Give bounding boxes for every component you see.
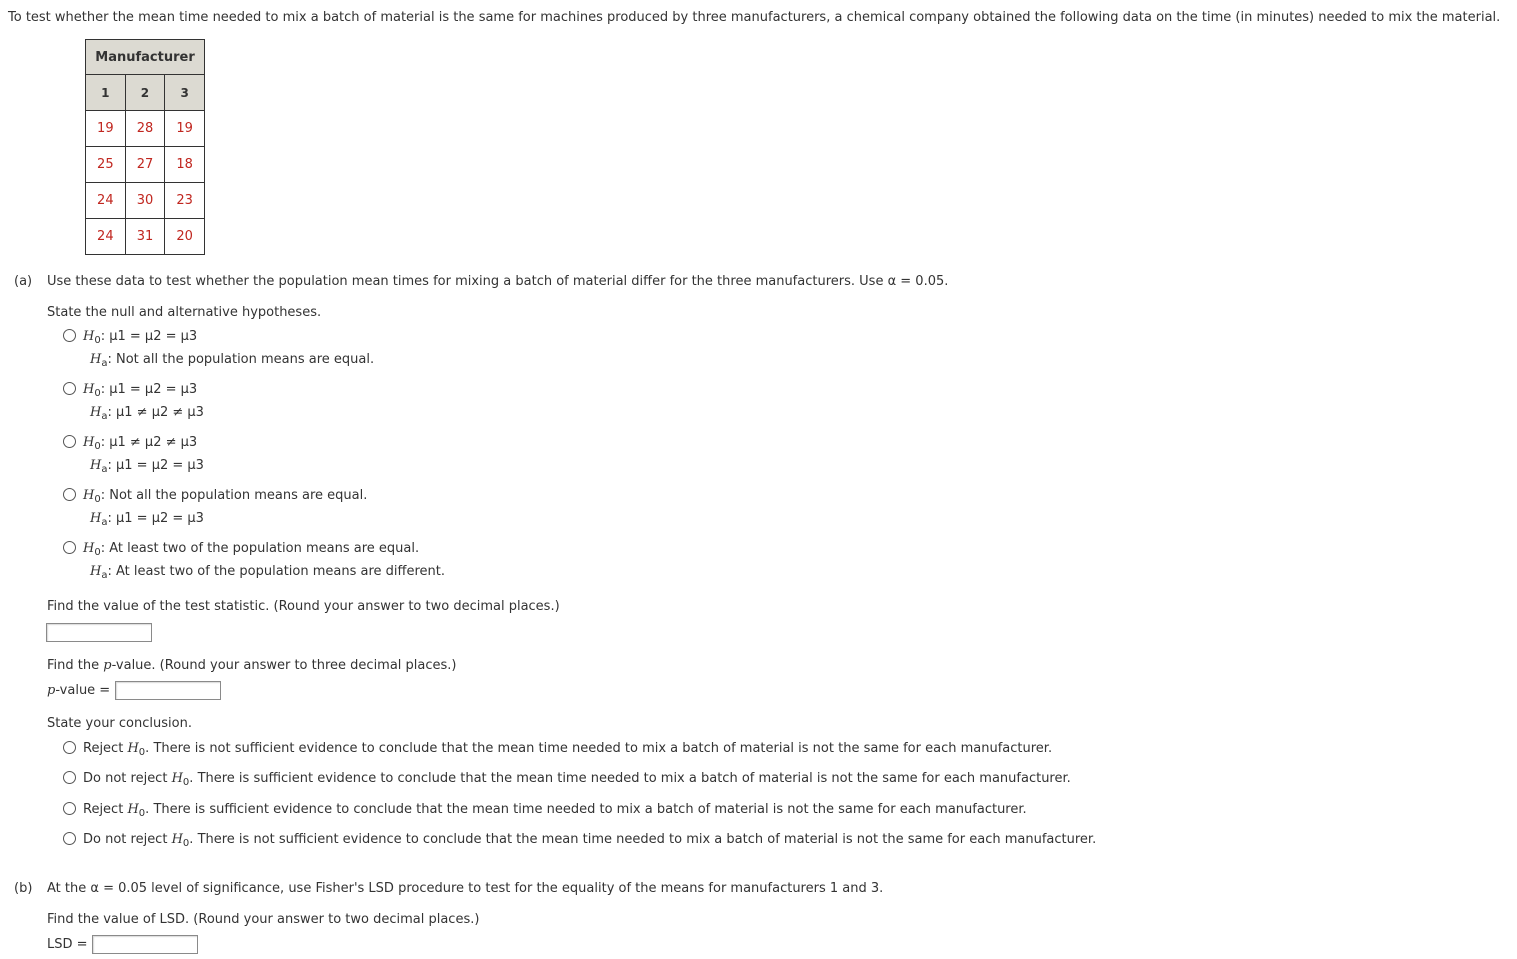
lsd-input[interactable] — [92, 935, 198, 954]
conclusion-option-1[interactable]: Reject $H_0$. There is not sufficient evidence to conclude that the mean time needed to mix a batch of material is not the same for each manufacturer. — [63, 741, 1052, 756]
h0-text: At least two of the population means are equal. — [109, 541, 420, 556]
radio-button[interactable] — [63, 741, 76, 754]
ha-text: μ1 = μ2 = μ3 — [116, 511, 204, 526]
pvalue-input[interactable] — [115, 681, 221, 700]
hypothesis-option-4[interactable]: $H_0$: Not all the population means are equal. — [63, 488, 367, 503]
hypothesis-option-2[interactable]: $H_0$: μ1 = μ2 = μ3 — [63, 382, 197, 397]
column-header: 1 — [86, 75, 126, 111]
conclusion-option-4[interactable]: Do not reject $H_0$. There is not sufficient evidence to conclude that the mean time needed to mix a batch of material is not the same for each manufacturer. — [63, 832, 1096, 847]
data-table — [85, 39, 205, 255]
hypothesis-option-1-ha: $H_a$: Not all the population means are equal. — [90, 352, 375, 369]
table-cell: 23 — [165, 183, 205, 219]
part-b-prompt: At the α = 0.05 level of significance, use Fisher's LSD procedure to test for the equality of the means for manufacturers 1 and 3. — [47, 881, 884, 896]
column-header: 2 — [125, 75, 165, 111]
table-cell: 28 — [125, 111, 165, 147]
hypothesis-option-5-ha: $H_a$: At least two of the population means are different. — [90, 564, 445, 581]
pvalue-prompt: Find the p-value. (Round your answer to three decimal places.) — [47, 658, 457, 673]
table-cell: 20 — [165, 219, 205, 255]
hypotheses-prompt: State the null and alternative hypotheses. — [47, 305, 322, 320]
table-cell: 18 — [165, 147, 205, 183]
radio-button[interactable] — [63, 541, 76, 554]
table-cell: 25 — [86, 147, 126, 183]
pvalue-label: p-value = — [47, 683, 111, 698]
radio-button[interactable] — [63, 435, 76, 448]
table-cell: 31 — [125, 219, 165, 255]
ha-text: μ1 = μ2 = μ3 — [116, 458, 204, 473]
radio-button[interactable] — [63, 329, 76, 342]
hypothesis-option-3[interactable]: $H_0$: μ1 ≠ μ2 ≠ μ3 — [63, 435, 197, 450]
table-cell: 27 — [125, 147, 165, 183]
table-cell: 24 — [86, 219, 126, 255]
problem-intro: To test whether the mean time needed to mix a batch of material is the same for machines produced by three manufacturers, a chemical company obtained the following data on the time (in minutes) needed to mix the material. — [8, 10, 1501, 25]
table-header: Manufacturer — [86, 40, 205, 75]
table-cell: 30 — [125, 183, 165, 219]
column-header: 3 — [165, 75, 205, 111]
radio-button[interactable] — [63, 832, 76, 845]
radio-button[interactable] — [63, 771, 76, 784]
table-cell: 19 — [165, 111, 205, 147]
table-cell: 19 — [86, 111, 126, 147]
test-stat-prompt: Find the value of the test statistic. (Round your answer to two decimal places.) — [47, 599, 560, 614]
h0-text: Not all the population means are equal. — [109, 488, 368, 503]
hypothesis-option-5[interactable]: $H_0$: At least two of the population means are equal. — [63, 541, 419, 556]
lsd-label: LSD = — [47, 937, 88, 952]
lsd-prompt: Find the value of LSD. (Round your answer to two decimal places.) — [47, 912, 480, 927]
radio-button[interactable] — [63, 488, 76, 501]
h0-text: μ1 = μ2 = μ3 — [109, 329, 198, 344]
ha-text: μ1 ≠ μ2 ≠ μ3 — [116, 405, 204, 420]
part-a-label: (a) — [14, 274, 33, 289]
h0-text: μ1 = μ2 = μ3 — [109, 382, 198, 397]
h0-text: μ1 ≠ μ2 ≠ μ3 — [109, 435, 198, 450]
hypothesis-option-1[interactable]: $H_0$: μ1 = μ2 = μ3 — [63, 329, 197, 344]
test-stat-input[interactable] — [46, 623, 152, 642]
ha-text: Not all the population means are equal. — [116, 352, 375, 367]
conclusion-option-2[interactable]: Do not reject $H_0$. There is sufficient evidence to conclude that the mean time needed to mix a batch of material is not the same for each manufacturer. — [63, 771, 1071, 786]
part-a-prompt: Use these data to test whether the population mean times for mixing a batch of material differ for the three manufacturers. Use α = 0.05. — [47, 274, 949, 289]
conclusion-prompt: State your conclusion. — [47, 716, 192, 731]
hypothesis-option-2-ha: $H_a$: μ1 ≠ μ2 ≠ μ3 — [90, 405, 204, 422]
table-cell: 24 — [86, 183, 126, 219]
conclusion-option-3[interactable]: Reject $H_0$. There is sufficient evidence to conclude that the mean time needed to mix a batch of material is not the same for each manufacturer. — [63, 802, 1027, 817]
part-b-label: (b) — [14, 881, 33, 896]
radio-button[interactable] — [63, 802, 76, 815]
hypothesis-option-4-ha: $H_a$: μ1 = μ2 = μ3 — [90, 511, 204, 528]
ha-text: At least two of the population means are different. — [116, 564, 445, 579]
hypothesis-option-3-ha: $H_a$: μ1 = μ2 = μ3 — [90, 458, 204, 475]
radio-button[interactable] — [63, 382, 76, 395]
